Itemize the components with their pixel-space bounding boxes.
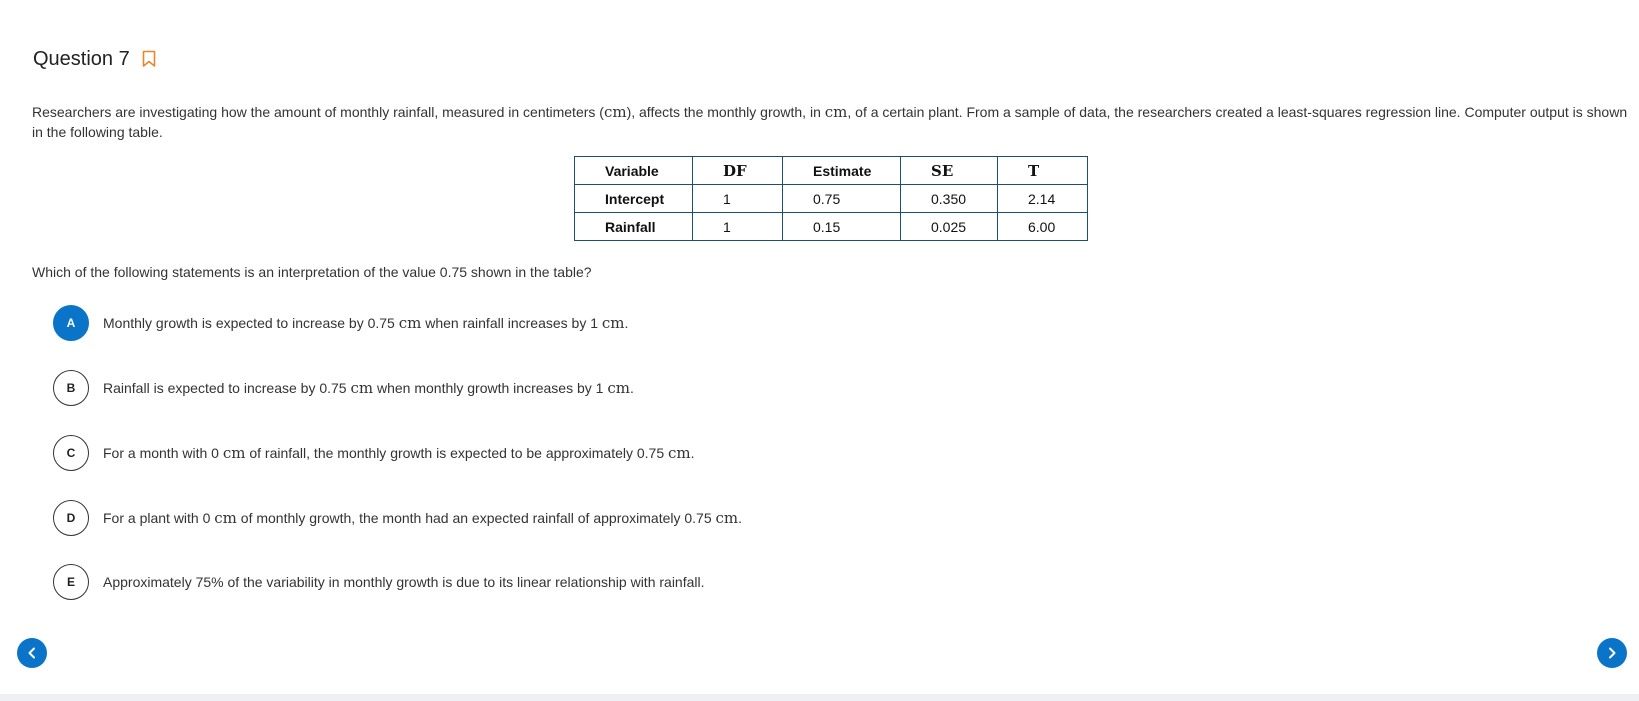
table-cell: 0.75 [783,185,901,213]
table-cell: 1 [693,213,783,241]
table-cell: 0.350 [901,185,998,213]
choice-a-text: Monthly growth is expected to increase by 0.75 cm when rainfall increases by 1 cm. [103,314,629,332]
question-title: Question 7 [33,48,130,70]
choice-c-letter[interactable]: C [53,435,89,471]
next-question-button[interactable] [1597,638,1627,668]
choice-b[interactable] [53,368,634,408]
header-df: DF [693,157,783,185]
choice-b-letter[interactable]: B [53,370,89,406]
question-stem: Which of the following statements is an interpretation of the value 0.75 shown in the table? [32,264,592,280]
regression-output-table [574,156,1088,241]
choice-e-text: Approximately 75% of the variability in monthly growth is due to its linear relationship with rainfall. [103,574,705,590]
table-cell: 0.025 [901,213,998,241]
table-cell: 6.00 [998,213,1088,241]
choice-a[interactable] [53,303,628,343]
choice-c[interactable] [53,433,695,473]
choice-b-text: Rainfall is expected to increase by 0.75 cm when monthly growth increases by 1 cm. [103,379,634,397]
choice-a-letter[interactable]: A [53,305,89,341]
question-prompt: Researchers are investigating how the amount of monthly rainfall, measured in centimeters (cm), affects the monthly growth, in cm, of a certain plant. From a sample of data, the researchers created a least-squares regression line. Computer output is shown in the following table. [32,103,1628,140]
table-cell: 2.14 [998,185,1088,213]
choice-e[interactable] [53,562,705,602]
row-label-intercept: Intercept [575,185,693,213]
table-header-row [575,157,1088,185]
choice-e-letter[interactable]: E [53,564,89,600]
table-row [575,213,1088,241]
chevron-right-icon [1605,646,1619,660]
choice-c-text: For a month with 0 cm of rainfall, the monthly growth is expected to be approximately 0.75 cm. [103,444,695,462]
choice-d-letter[interactable]: D [53,500,89,536]
header-estimate: Estimate [783,157,901,185]
table-cell: 0.15 [783,213,901,241]
footer-bar [0,694,1639,701]
choice-d-text: For a plant with 0 cm of monthly growth, the month had an expected rainfall of approximately 0.75 cm. [103,509,743,527]
choice-d[interactable] [53,498,742,538]
table-cell: 1 [693,185,783,213]
previous-question-button[interactable] [17,638,47,668]
header-t: T [998,157,1088,185]
header-variable: Variable [575,157,693,185]
table-row [575,185,1088,213]
row-label-rainfall: Rainfall [575,213,693,241]
bookmark-icon[interactable] [142,50,156,68]
chevron-left-icon [25,646,39,660]
header-se: SE [901,157,998,185]
